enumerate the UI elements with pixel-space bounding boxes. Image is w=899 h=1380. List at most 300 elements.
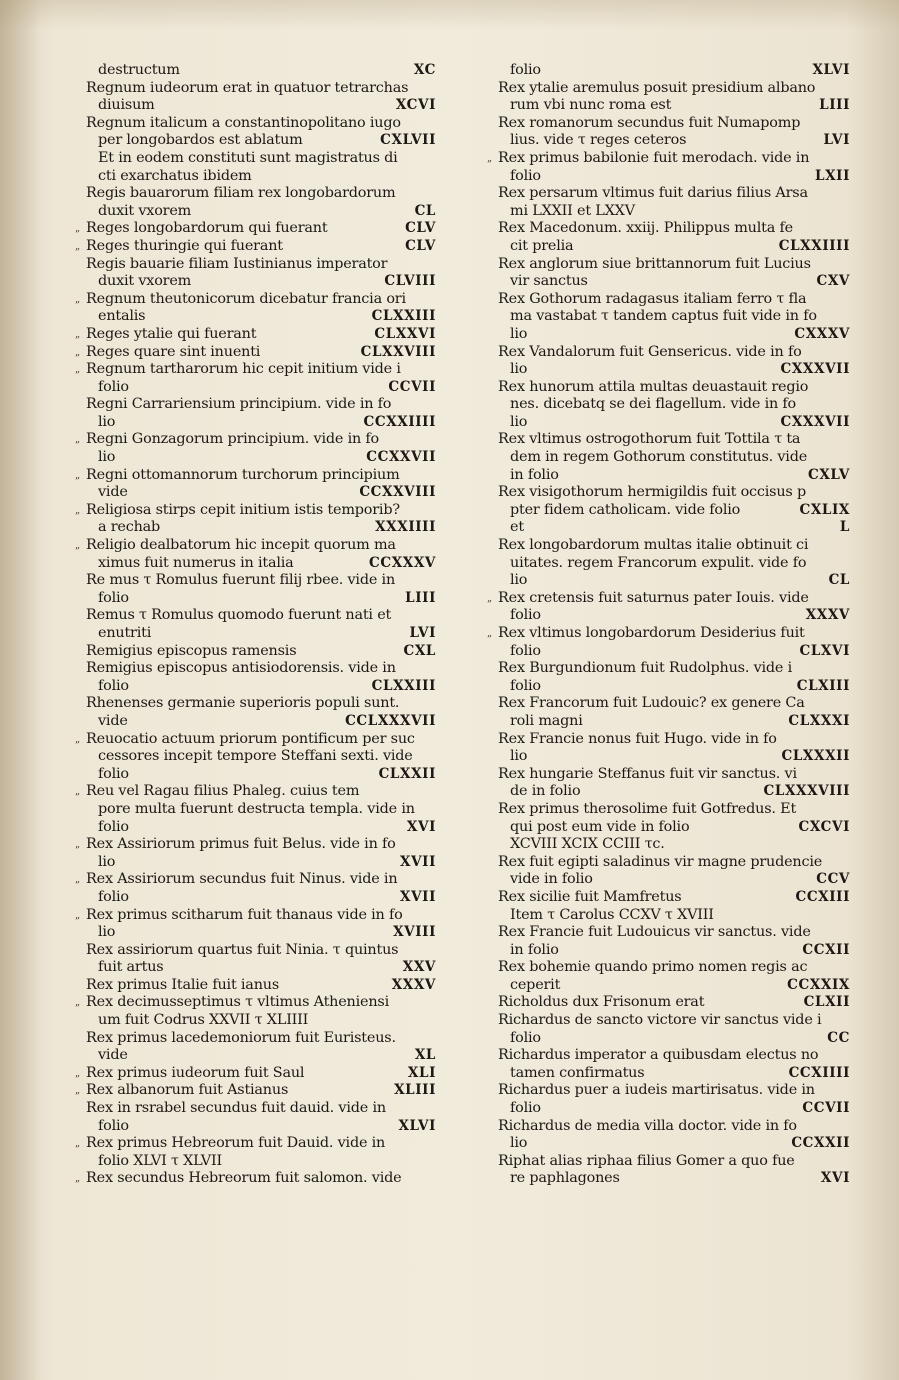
index-line [498, 519, 850, 537]
index-line [498, 660, 850, 678]
folio-number: XCVI [395, 97, 436, 114]
index-line [86, 959, 436, 977]
index-entry-text: ma vastabat τ tandem captus fuit vide in fo [510, 308, 817, 325]
margin-marker-icon: „ [75, 240, 80, 252]
index-entry-text: Rex vltimus longobardorum Desiderius fuit [498, 625, 805, 641]
index-line [498, 1047, 850, 1065]
index-entry-text: Regnum theutonicorum dicebatur francia ori [86, 290, 406, 307]
index-entry-text: lio [510, 361, 528, 378]
index-entry-text: folio [98, 818, 129, 835]
folio-number: CXL [403, 642, 436, 659]
index-entry-text: Reges ytalie qui fuerant [86, 325, 257, 342]
index-line [86, 889, 436, 907]
index-entry-text: folio [510, 607, 541, 624]
index-line [75, 730, 436, 749]
folio-number: CLXXXI [788, 712, 850, 729]
index-entry-text: vide in folio [510, 871, 593, 888]
index-entry-text: folio [510, 1029, 541, 1046]
index-line [86, 748, 436, 766]
index-line [86, 942, 436, 960]
folio-number: XVIII [393, 924, 436, 941]
folio-number: CCXXIX [787, 976, 850, 993]
index-entry-text: Religio dealbatorum hic incepit quorum ma [86, 537, 396, 554]
index-entry-text: Rex primus scitharum fuit thanaus vide in fo [86, 906, 403, 923]
index-line [498, 836, 850, 854]
folio-number: CCVII [802, 1100, 850, 1117]
index-entry-text: Rex albanorum fuit Astianus [86, 1082, 289, 1099]
folio-number: CL [828, 572, 850, 589]
index-entry-text: Religiosa stirps cepit initium istis temporib? [86, 501, 400, 518]
index-entry-text: diuisum [98, 97, 155, 114]
index-line [498, 185, 850, 203]
index-line [498, 361, 850, 379]
index-entry-text: Rex Macedonum. xxiij. Philippus multa fe [498, 220, 793, 237]
index-entry-text: ximus fuit numerus in italia [98, 554, 294, 571]
index-line [86, 150, 436, 168]
index-entry-text: Rex Gothorum radagasus italiam ferro τ fla [498, 290, 807, 307]
index-entry-text: Rex vltimus ostrogothorum fuit Tottila τ ta [498, 431, 801, 448]
index-entry-text: Rex primus lacedemoniorum fuit Euristeus. [86, 1029, 396, 1046]
folio-number: CXV [816, 273, 850, 290]
index-entry-text: cti exarchatus ibidem [98, 167, 252, 184]
folio-number: CLXXIII [371, 677, 436, 694]
index-entry-text: Rex bohemie quando primo nomen regis ac [498, 959, 808, 976]
index-entry-text: folio [510, 1100, 541, 1117]
index-line [498, 396, 850, 414]
index-entry-text: folio [510, 677, 541, 694]
index-line [498, 220, 850, 238]
index-line [86, 854, 436, 872]
index-line [498, 907, 850, 925]
index-line [498, 748, 850, 766]
index-line [498, 1012, 850, 1030]
index-entry-text: Re mus τ Romulus fuerunt filij rbee. vide in [86, 572, 396, 589]
index-line [86, 695, 436, 713]
index-line [75, 1170, 436, 1188]
folio-number: L [839, 519, 850, 536]
margin-marker-icon: „ [75, 786, 80, 798]
index-line [86, 977, 436, 995]
index-line [86, 449, 436, 467]
folio-number: CCXII [802, 941, 850, 958]
index-line [75, 1135, 436, 1153]
index-entry-text: Rex Francie nonus fuit Hugo. vide in fo [498, 730, 777, 747]
index-entry-text: Rex Burgundionum fuit Rudolphus. vide i [498, 660, 793, 677]
margin-marker-icon: „ [75, 434, 80, 446]
index-line [498, 273, 850, 291]
index-entry-text: de in folio [510, 783, 581, 800]
index-entry-text: lio [98, 449, 116, 466]
index-entry-text: et [510, 519, 524, 536]
index-line [498, 80, 850, 98]
index-entry-text: Rex romanorum secundus fuit Numapomp [498, 114, 801, 131]
index-line [498, 854, 850, 872]
margin-marker-icon: „ [75, 328, 80, 340]
index-entry-text: Et in eodem constituti sunt magistratus di [98, 149, 398, 166]
index-entry-text: Rex Assiriorum secundus fuit Ninus. vide in [86, 871, 398, 888]
index-line [498, 1065, 850, 1083]
index-line [498, 238, 850, 256]
folio-number: CXXXV [794, 325, 850, 342]
index-entry-text: destructum [98, 62, 180, 78]
margin-marker-icon: „ [75, 909, 80, 921]
index-entry-text: vir sanctus [510, 273, 588, 290]
folio-number: CLXIII [796, 677, 850, 694]
folio-number: CXXXVII [780, 361, 850, 378]
index-entry-text: enutriti [98, 625, 152, 641]
folio-number: CXLV [808, 466, 850, 483]
index-line [498, 537, 850, 555]
index-entry-text: vide [98, 484, 128, 501]
index-line [498, 766, 850, 784]
folio-number: CXLIX [799, 501, 850, 518]
index-entry-text: Rex primus Italie fuit ianus [86, 976, 280, 993]
index-line [75, 1082, 436, 1100]
index-entry-text: Richardus de sancto victore vir sanctus vide i [498, 1012, 822, 1029]
folio-number: CCXXVII [366, 449, 436, 466]
index-line [75, 361, 436, 379]
index-line [498, 484, 850, 502]
index-entry-text: Rex Francorum fuit Ludouic? ex genere Ca [498, 695, 805, 712]
index-line [498, 713, 850, 731]
folio-number: XC [413, 62, 436, 78]
margin-marker-icon: „ [75, 1067, 80, 1079]
index-entry-text: lio [510, 1135, 528, 1152]
index-line [86, 625, 436, 643]
index-line [498, 168, 850, 186]
index-line [86, 713, 436, 731]
page-edge-shadow [0, 0, 40, 1380]
index-entry-text: Regis bauarorum filiam rex longobardorum [86, 185, 396, 202]
folio-number: CCV [816, 871, 850, 888]
folio-number: CLV [405, 237, 436, 254]
folio-number: CXLVII [380, 132, 436, 149]
index-line [498, 924, 850, 942]
margin-marker-icon: „ [75, 293, 80, 305]
folio-number: XXXIIII [375, 519, 436, 536]
page-top-shadow [0, 0, 899, 30]
index-line [86, 379, 436, 397]
index-line [498, 414, 850, 432]
index-entry-text: Rex sicilie fuit Mamfretus [498, 888, 682, 905]
folio-number: CLVIII [384, 273, 436, 290]
index-line [487, 589, 850, 608]
folio-number: LXII [815, 167, 850, 184]
index-line [498, 502, 850, 520]
index-line [498, 203, 850, 221]
folio-number: CC [827, 1029, 850, 1046]
index-line [498, 326, 850, 344]
index-entry-text: Rex ytalie aremulus posuit presidium albano [498, 79, 816, 96]
index-entry-text: Richardus puer a iudeis martirisatus. vide in [498, 1082, 815, 1099]
index-entry-text: dem in regem Gothorum constitutus. vide [510, 449, 808, 466]
index-entry-text: Rex Francie fuit Ludouicus vir sanctus. vide [498, 924, 811, 941]
index-line [86, 519, 436, 537]
index-entry-text: Rex Vandalorum fuit Gensericus. vide in fo [498, 343, 802, 360]
index-entry-text: Rex secundus Hebreorum fuit salomon. vide [86, 1170, 402, 1187]
index-entry-text: tamen confirmatus [510, 1064, 645, 1081]
index-entry-text: Remus τ Romulus quomodo fuerunt nati et [86, 607, 392, 624]
folio-number: CCXXII [791, 1135, 850, 1152]
index-entry-text: lius. vide τ reges ceteros [510, 132, 687, 149]
index-line [75, 537, 436, 555]
folio-number: XLVI [812, 62, 850, 78]
folio-number: CLXXVI [374, 325, 436, 342]
index-line [86, 132, 436, 150]
index-entry-text: Rex persarum vltimus fuit darius filius Arsa [498, 185, 808, 202]
index-line [86, 80, 436, 98]
index-entry-text: Regnum iudeorum erat in quatuor tetrarchas [86, 79, 409, 96]
index-line [498, 994, 850, 1012]
folio-number: CXXXVII [780, 413, 850, 430]
folio-number: LIII [405, 589, 436, 606]
index-entry-text: nes. dicebatq se dei flagellum. vide in fo [510, 396, 797, 413]
index-entry-text: uitates. regem Francorum expulit. vide fo [510, 554, 807, 571]
index-line [498, 449, 850, 467]
index-entry-text: folio [510, 62, 541, 78]
folio-number: XXXV [391, 976, 436, 993]
index-line [498, 731, 850, 749]
margin-marker-icon: „ [487, 592, 492, 604]
folio-number: LIII [819, 97, 850, 114]
folio-number: CCLXXXVII [345, 712, 436, 729]
folio-number: CCXXVIII [359, 484, 436, 501]
index-entry-text: per longobardos est ablatum [98, 132, 303, 149]
margin-marker-icon: „ [75, 839, 80, 851]
index-entry-text: Remigius episcopus antisiodorensis. vide in [86, 660, 396, 677]
margin-marker-icon: „ [75, 997, 80, 1009]
index-line [498, 97, 850, 115]
index-line [86, 607, 436, 625]
folio-number: CCXXIIII [363, 413, 436, 430]
margin-marker-icon: „ [75, 223, 80, 235]
margin-marker-icon: „ [487, 628, 492, 639]
index-entry-text: Rex longobardorum multas italie obtinuit ci [498, 537, 809, 554]
index-line [86, 1153, 436, 1171]
index-line [75, 906, 436, 925]
index-entry-text: Rex cretensis fuit saturnus pater Iouis. vide [498, 589, 809, 606]
folio-number: CCXIII [795, 888, 850, 905]
index-line [487, 625, 850, 643]
index-entry-text: lio [98, 924, 116, 941]
index-line [498, 801, 850, 819]
folio-number: CCXIIII [788, 1064, 850, 1081]
index-line [498, 572, 850, 590]
index-entry-text: folio [98, 765, 129, 782]
index-line [498, 678, 850, 696]
folio-number: CLXXXII [781, 748, 850, 765]
index-entry-text: lio [510, 413, 528, 430]
index-line [498, 291, 850, 309]
index-entry-text: folio [98, 589, 129, 606]
index-entry-text: Reges longobardorum qui fuerant [86, 220, 328, 237]
index-entry-text: Rex Assiriorum primus fuit Belus. vide in fo [86, 836, 396, 853]
index-line [86, 1100, 436, 1118]
folio-number: CLXXIIII [778, 237, 850, 254]
folio-number: CCXXXV [369, 554, 436, 571]
index-line [498, 379, 850, 397]
index-line [498, 1118, 850, 1136]
index-entry-text: folio [98, 677, 129, 694]
folio-number: XVII [400, 888, 436, 905]
index-entry-text: Reges thuringie qui fuerant [86, 237, 283, 254]
folio-number: CCVII [388, 378, 436, 395]
index-entry-text: Rex visigothorum hermigildis fuit occisus p [498, 484, 806, 501]
index-line [86, 555, 436, 573]
index-entry-text: folio [98, 1117, 129, 1134]
index-line [86, 273, 436, 291]
index-line [498, 819, 850, 837]
index-entry-text: lio [98, 853, 116, 870]
index-line [498, 643, 850, 661]
index-line [498, 467, 850, 485]
folio-number: CLXXIII [371, 308, 436, 325]
index-line [498, 783, 850, 801]
folio-number: CLXII [803, 994, 850, 1011]
index-line [86, 643, 436, 661]
margin-marker-icon: „ [75, 346, 80, 358]
index-entry-text: Rex primus Hebreorum fuit Dauid. vide in [86, 1135, 386, 1152]
index-entry-text: Richardus imperator a quibusdam electus no [498, 1047, 819, 1064]
index-line [86, 97, 436, 115]
index-entry-text: Rex primus iudeorum fuit Saul [86, 1064, 305, 1081]
index-line [86, 819, 436, 837]
index-entry-text: duxit vxorem [98, 202, 192, 219]
index-entry-text: Rex primus babilonie fuit merodach. vide in [498, 149, 810, 166]
index-line [498, 889, 850, 907]
index-line [86, 203, 436, 221]
margin-marker-icon: „ [75, 874, 80, 886]
index-entry-text: qui post eum vide in folio [510, 818, 690, 835]
index-entry-text: Regni Gonzagorum principium. vide in fo [86, 431, 380, 448]
index-entry-text: Rex hunorum attila multas deuastauit regio [498, 378, 809, 395]
margin-marker-icon: „ [75, 504, 80, 516]
index-entry-text: cessores incepit tempore Steffani sexti. vide [98, 748, 413, 765]
index-line [498, 62, 850, 80]
index-entry-text: vide [98, 712, 128, 729]
index-line [498, 942, 850, 960]
index-line [86, 185, 436, 203]
index-entry-text: Rex decimusseptimus τ vltimus Atheniensi [86, 994, 389, 1011]
index-entry-text: Richoldus dux Frisonum erat [498, 994, 705, 1011]
index-line [498, 344, 850, 362]
index-entry-text: Regnum italicum a constantinopolitano iugo [86, 114, 401, 131]
index-line [86, 115, 436, 133]
index-entry-text: Richardus de media villa doctor. vide in fo [498, 1117, 797, 1134]
index-entry-text: lio [510, 325, 528, 342]
index-line [498, 1135, 850, 1153]
index-line [75, 431, 436, 449]
folio-number: XXV [402, 959, 436, 976]
index-line [86, 484, 436, 502]
index-line [75, 871, 436, 889]
margin-marker-icon: „ [75, 733, 80, 745]
index-entry-text: folio [98, 378, 129, 395]
index-line [86, 1118, 436, 1136]
index-line [86, 678, 436, 696]
index-line [86, 396, 436, 414]
folio-number: CXCVI [798, 818, 850, 835]
index-line [498, 1030, 850, 1048]
index-entry-text: Reu vel Ragau filius Phaleg. cuius tem [86, 783, 360, 800]
index-entry-text: roli magni [510, 712, 583, 729]
index-entry-text: Rex in rsrabel secundus fuit dauid. vide in [86, 1100, 386, 1117]
index-entry-text: mi LXXII et LXXV [510, 202, 635, 219]
index-line [86, 924, 436, 942]
folio-number: LVI [823, 132, 850, 149]
folio-number: XLVI [398, 1117, 436, 1134]
folio-number: XLIII [394, 1082, 436, 1099]
folio-number: CLXXVIII [360, 343, 436, 360]
index-entry-text: Reges quare sint inuenti [86, 343, 261, 360]
folio-number: XVII [400, 853, 436, 870]
margin-marker-icon: „ [75, 1085, 80, 1097]
index-entry-text: lio [510, 748, 528, 765]
margin-marker-icon: „ [75, 1173, 80, 1185]
index-line [498, 308, 850, 326]
index-entry-text: Regni ottomannorum turchorum principium [86, 466, 400, 483]
folio-number: LVI [409, 625, 436, 641]
index-line [75, 994, 436, 1012]
index-entry-text: in folio [510, 941, 559, 958]
index-line [498, 431, 850, 449]
index-line [86, 660, 436, 678]
index-line [75, 836, 436, 854]
margin-marker-icon: „ [487, 152, 492, 164]
index-line [498, 977, 850, 995]
index-entry-text: folio [510, 167, 541, 184]
index-line [498, 871, 850, 889]
folio-number: CLXXXVIII [763, 783, 850, 800]
folio-number: XLI [407, 1064, 436, 1081]
index-line [86, 256, 436, 274]
index-entry-text: folio [98, 888, 129, 905]
index-entry-text: XCVIII XCIX CCIII τc. [510, 836, 665, 853]
index-entry-text: vide [98, 1047, 128, 1064]
folio-number: XXXV [805, 607, 850, 624]
index-entry-text: Regis bauarie filiam Iustinianus imperator [86, 255, 388, 272]
index-entry-text: cit prelia [510, 237, 574, 254]
index-entry-text: pter fidem catholicam. vide folio [510, 501, 741, 518]
folio-number: XVI [406, 818, 436, 835]
index-entry-text: a rechab [98, 519, 161, 536]
index-line [86, 1047, 436, 1065]
index-line [75, 783, 436, 801]
index-line [86, 590, 436, 608]
margin-marker-icon: „ [75, 364, 80, 376]
index-line [498, 115, 850, 133]
index-line [86, 1030, 436, 1048]
index-entry-text: entalis [98, 308, 146, 325]
margin-marker-icon: „ [75, 1138, 80, 1150]
index-line [498, 1100, 850, 1118]
index-line [75, 220, 436, 238]
index-entry-text: in folio [510, 466, 559, 483]
margin-marker-icon: „ [75, 469, 80, 481]
index-line [75, 325, 436, 344]
index-entry-text: Remigius episcopus ramensis [86, 642, 297, 659]
index-line [498, 132, 850, 150]
index-line [86, 766, 436, 784]
index-line [86, 572, 436, 590]
index-line [86, 414, 436, 432]
margin-marker-icon: „ [75, 540, 80, 552]
index-line [75, 1064, 436, 1083]
index-line [498, 555, 850, 573]
folio-number: CLXVI [799, 642, 850, 659]
index-line [86, 168, 436, 186]
index-line [498, 1082, 850, 1100]
